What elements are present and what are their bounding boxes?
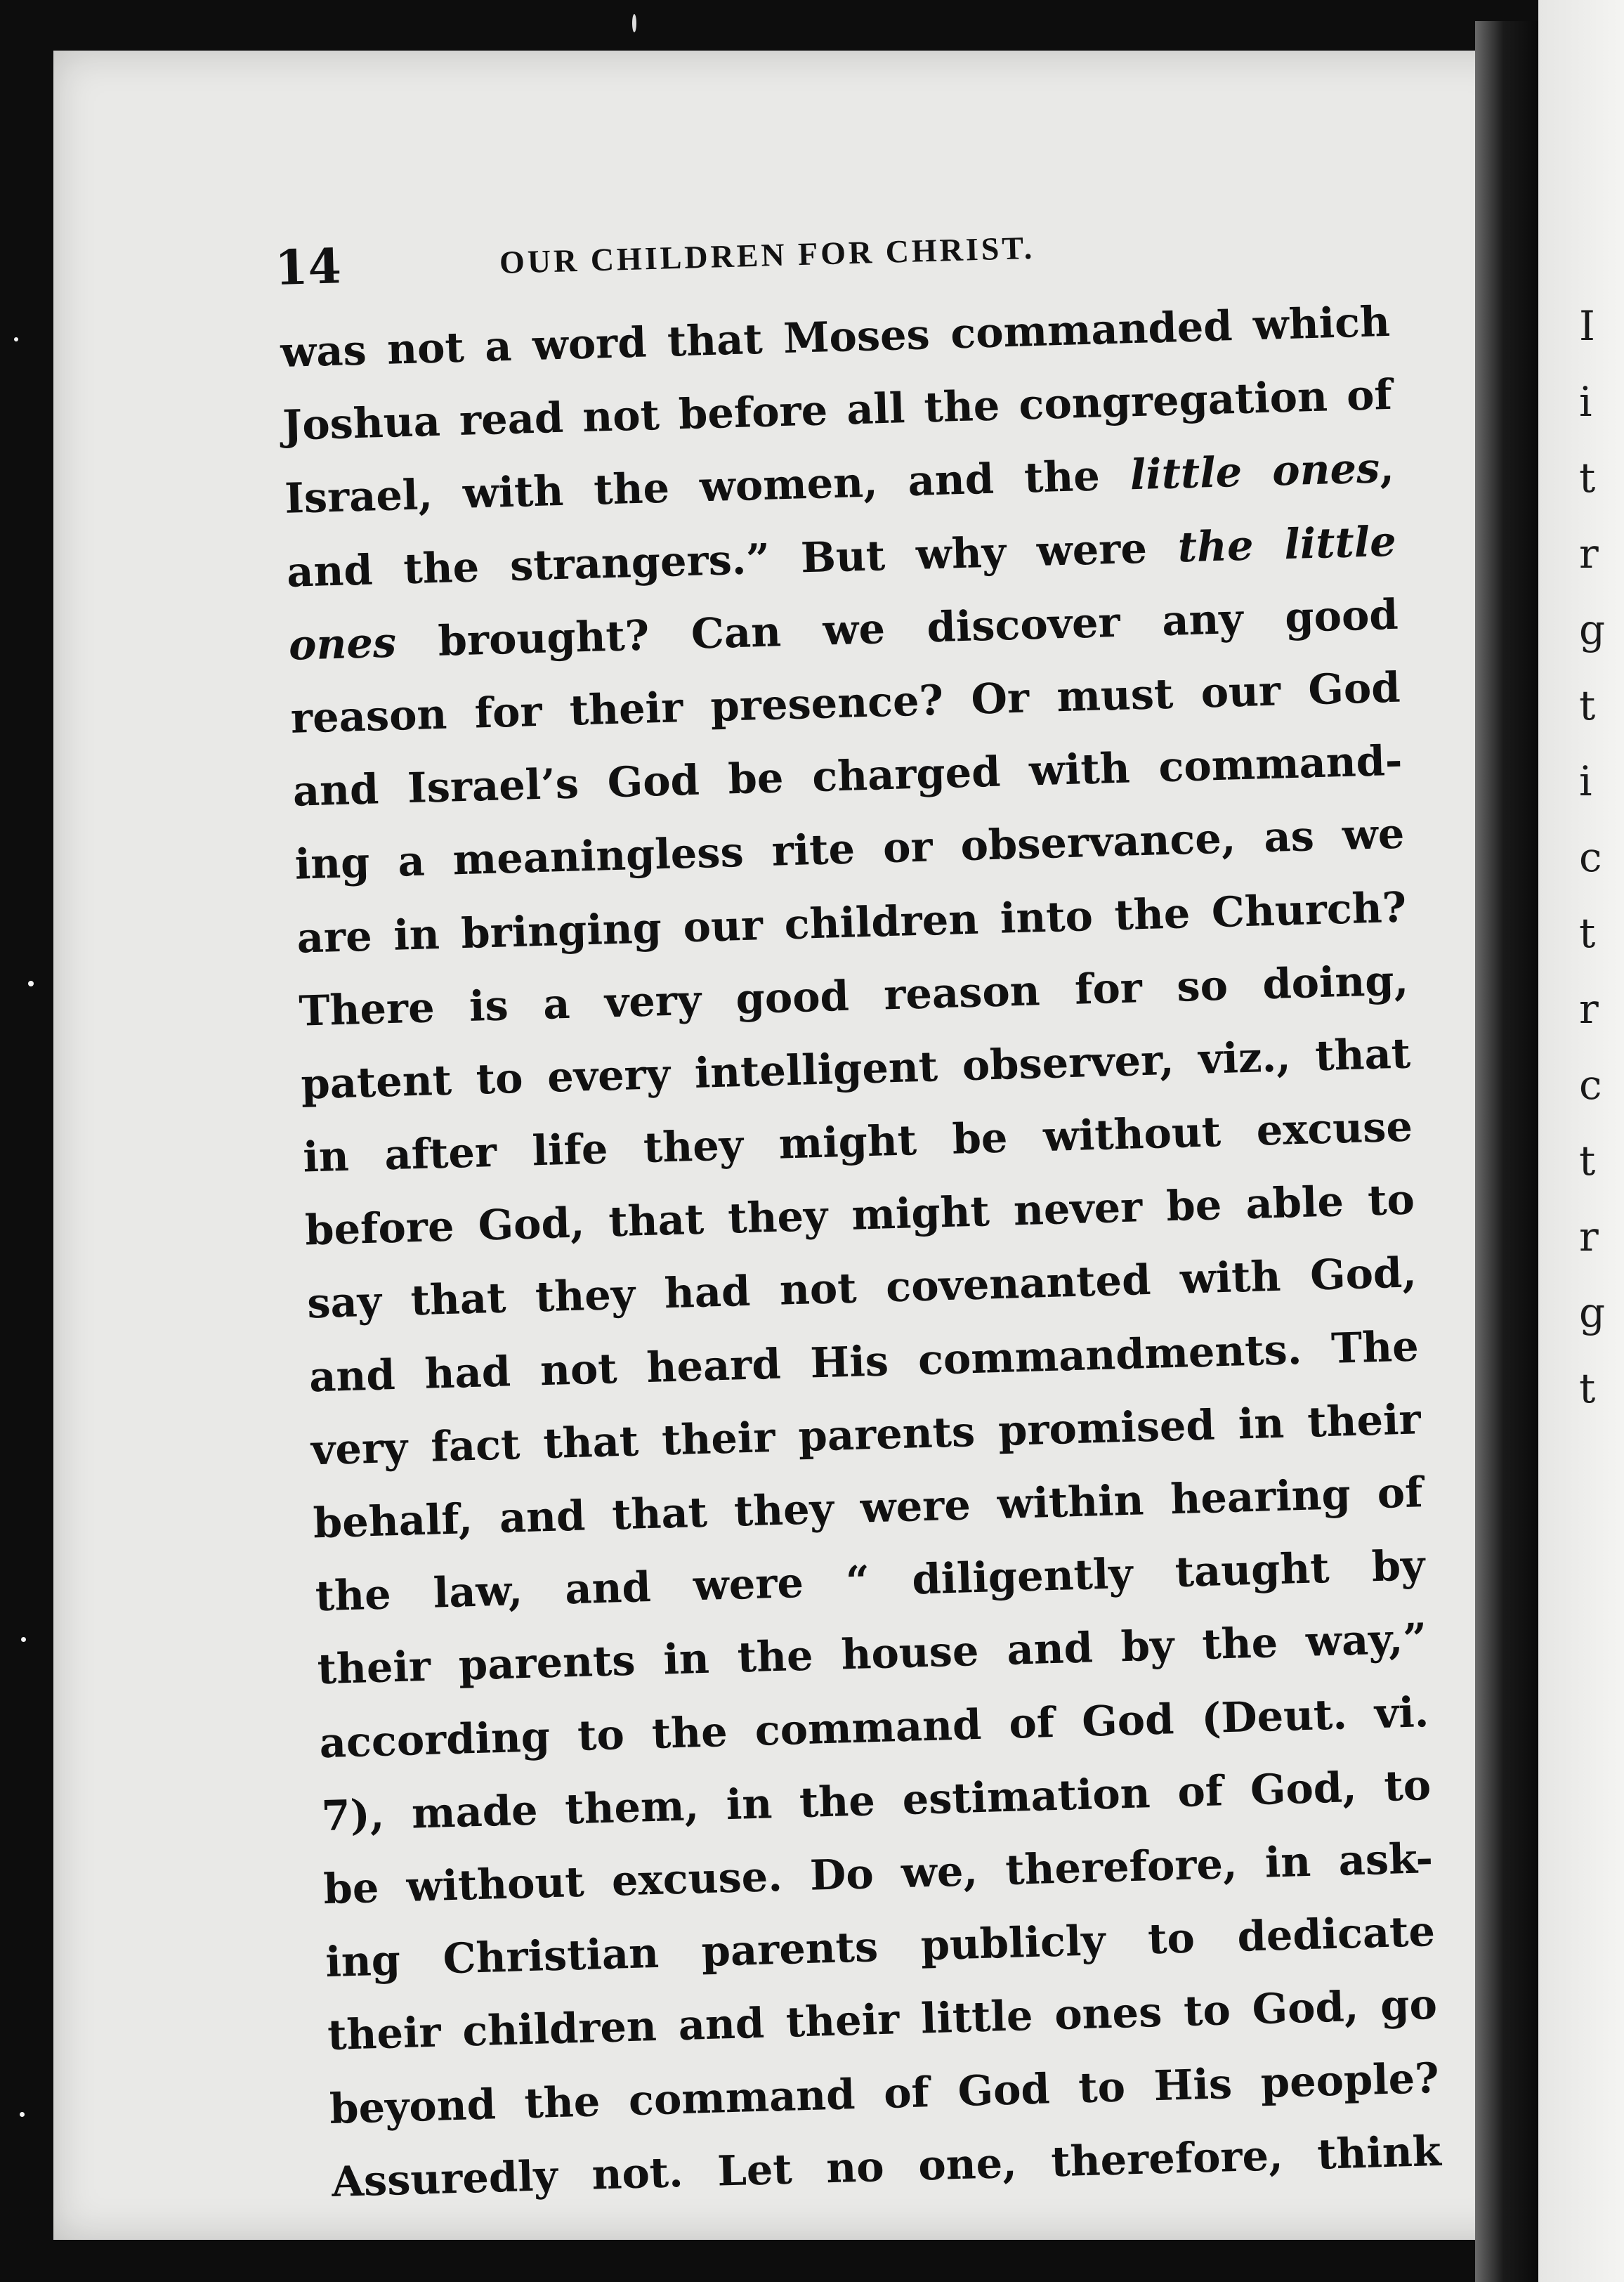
text-run: say that they had not covenanted with God, [306, 1248, 1417, 1328]
text-run: brought? Can we discover any good [395, 589, 1399, 667]
letter-fragment: r [1579, 1213, 1599, 1260]
text-run: their children and their little ones to God, go [327, 1980, 1438, 2060]
page-number: 14 [274, 238, 342, 296]
dust-speck [28, 981, 34, 986]
letter-fragment: g [1579, 1289, 1606, 1336]
next-page-letter-fragments [1579, 288, 1607, 1426]
letter-fragment: r [1579, 985, 1599, 1033]
text-run: behalf, and that they were within hearing of [313, 1468, 1424, 1548]
dust-speck [14, 337, 18, 341]
dust-speck [632, 14, 636, 32]
running-title: OUR CHILDREN FOR CHRIST. [499, 229, 1035, 281]
body-text [280, 285, 1442, 2219]
text-run: in after life they might be without excuse [302, 1102, 1413, 1182]
letter-fragment: t [1579, 1137, 1596, 1185]
text-run: before God, that they might never be able to [304, 1175, 1415, 1255]
text-run: reason for their presence? Or must our God [290, 663, 1401, 743]
text-run: patent to every intelligent observer, viz., that [300, 1029, 1411, 1109]
text-run: very fact that their parents promised in their [310, 1395, 1422, 1475]
letter-fragment: t [1579, 1364, 1596, 1412]
text-run: and Israel’s God be charged with command- [292, 736, 1403, 816]
text-run: Israel, with the women, and the [284, 450, 1131, 523]
italic-run: ones [288, 618, 397, 670]
letter-fragment: c [1579, 833, 1602, 881]
italic-run: the little [1177, 516, 1397, 571]
text-run: 7), made them, in the estimation of God, to [320, 1760, 1432, 1840]
text-run: ing a meaningless rite or observance, as we [294, 809, 1406, 889]
italic-run: little ones [1129, 443, 1381, 500]
text-run: There is a very good reason for so doing, [298, 956, 1409, 1036]
dust-speck [20, 2112, 25, 2117]
letter-fragment: i [1579, 378, 1592, 426]
text-run: be without excuse. Do we, therefore, in ask- [322, 1833, 1434, 1914]
letter-fragment: t [1579, 454, 1596, 502]
letter-fragment: c [1579, 1061, 1602, 1109]
letter-fragment: i [1579, 757, 1592, 805]
text-run: Joshua read not before all the congregation of [282, 370, 1393, 450]
text-run: , [1379, 443, 1395, 493]
text-run: Assuredly not. Let no one, therefore, think [331, 2126, 1442, 2206]
letter-fragment: g [1579, 606, 1606, 653]
letter-fragment: I [1579, 302, 1595, 350]
text-run: their parents in the house and by the way,” [316, 1614, 1428, 1694]
text-run: and the strangers.” But why were [286, 522, 1179, 596]
dust-speck [21, 1637, 26, 1642]
book-gutter [1475, 21, 1538, 2282]
text-run: according to the command of God (Deut. vi. [318, 1687, 1430, 1767]
letter-fragment: t [1579, 909, 1596, 957]
next-page-edge [1538, 0, 1624, 2282]
letter-fragment: r [1579, 530, 1599, 578]
letter-fragment: t [1579, 682, 1596, 729]
text-run: was not a word that Moses commanded which [280, 296, 1391, 377]
text-run: the law, and were “ diligently taught by [314, 1541, 1426, 1621]
text-run: ing Christian parents publicly to dedicate [325, 1907, 1436, 1987]
text-run: are in bringing our children into the Church? [296, 882, 1408, 963]
text-run: beyond the command of God to His people? [329, 2053, 1440, 2133]
text-run: and had not heard His commandments. The [308, 1321, 1420, 1402]
